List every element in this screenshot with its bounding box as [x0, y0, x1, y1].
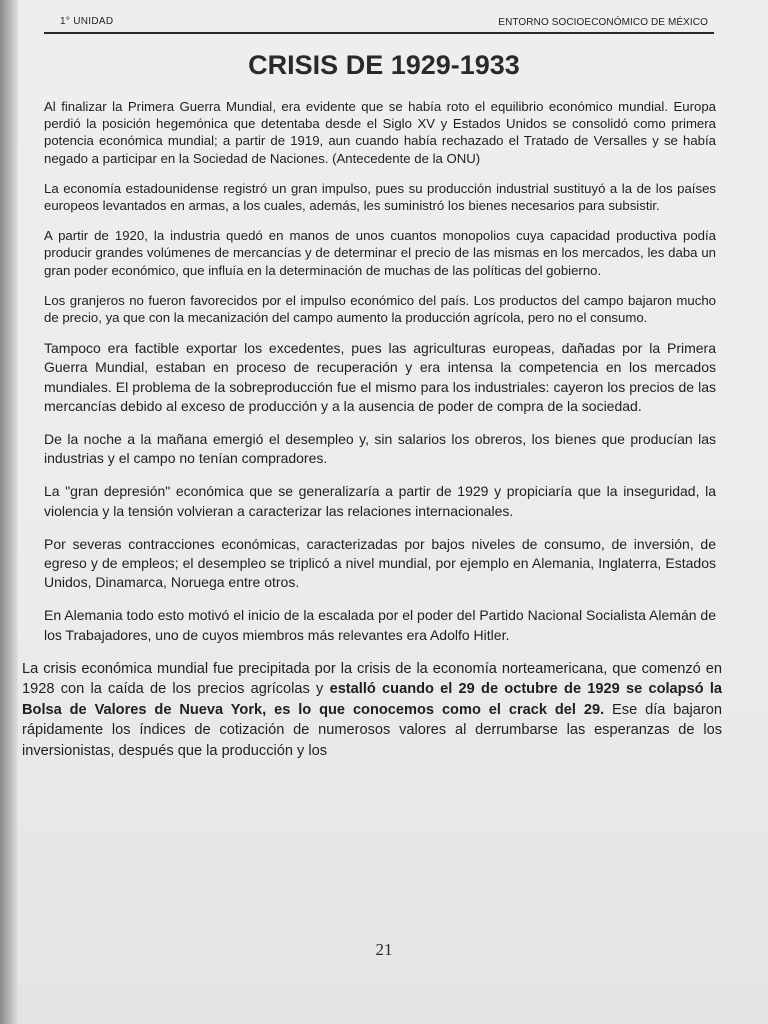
paragraph-10-text-start: La crisis económica mundial fue precipitada por la crisis de la economía norteamericana, que comenzó en 1928 con la caída de los precios agrícolas y: [22, 660, 722, 698]
header-subject: ENTORNO SOCIOECONÓMICO DE MÉXICO: [498, 17, 708, 28]
paragraph-6: De la noche a la mañana emergió el desempleo y, sin salarios los obreros, los bienes que producían las industrias y el campo no tenían compradores.: [44, 431, 716, 467]
paragraph-10: [22, 659, 722, 762]
header-unit: 1° UNIDAD: [60, 16, 114, 27]
page-number: 21: [375, 940, 393, 959]
paragraph-4: Los granjeros no fueron favorecidos por el impulso económico del país. Los productos del campo bajaron mucho de precio, ya que con la mecanización del campo aumento la producción agrícola, pero no el consumo.: [44, 292, 716, 326]
paragraph-10-bold: estalló cuando el 29 de octubre de 1929 se colapsó la Bolsa de Valores de Nueva York, es lo que conocemos como el crack del 29.: [22, 681, 722, 718]
paragraph-8: Por severas contracciones económicas, caracterizadas por bajos niveles de consumo, de inversión, de egreso y de empleos; el desempleo se triplicó a nivel mundial, por ejemplo en Alemania, Inglaterra, Estados Unidos, Dinamarca, Noruega entre otros.: [44, 535, 716, 591]
paragraph-1: Al finalizar la Primera Guerra Mundial, era evidente que se había roto el equilibrio económico mundial. Europa perdió la posición hegemónica que detentaba desde el Siglo XV y Estados Unidos se consolidó como primera potencia económica mundial; a partir de 1919, aun cuando había rechazado el Tratado de Versalles y se había negado a participar en la Sociedad de Naciones. (Antecedente de la ONU): [44, 99, 716, 166]
running-header: [44, 10, 714, 34]
paragraph-9: En Alemania todo esto motivó el inicio de la escalada por el poder del Partido Nacional Socialista Alemán de los Trabajadores, uno de cuyos miembros más relevantes era Adolfo Hitler.: [44, 607, 716, 643]
page-title: CRISIS DE 1929-1933: [248, 50, 520, 80]
body-text: [22, 98, 722, 774]
paragraph-2: La economía estadounidense registró un gran impulso, pues su producción industrial sustituyó a la de los países europeos levantados en armas, a los cuales, además, les suministró los bienes necesarios para subsistir.: [44, 180, 716, 214]
paragraph-10-text-end: Ese día bajaron rápidamente los índices de cotización de numerosos valores al derrumbarse las esperanzas de los inversionistas, después que la producción y los: [22, 701, 722, 759]
paragraph-3: A partir de 1920, la industria quedó en manos de unos cuantos monopolios cuya capacidad productiva podía producir grandes volúmenes de mercancías y de determinar el precio de las mismas en los mercados, les daba un gran poder económico, que influía en la determinación de muchas de las políticas del gobierno.: [44, 228, 716, 278]
paragraph-5: Tampoco era factible exportar los excedentes, pues las agriculturas europeas, dañadas por la Primera Guerra Mundial, estaban en proceso de recuperación y era intensa la competencia en los mercados mundiales. El problema de la sobreproducción fue el mismo para los industriales: cayeron los precios de las mercancías debido al exceso de producción y a la ausencia de poder de compra de la sociedad.: [44, 340, 716, 414]
paragraph-7: La "gran depresión" económica que se generalizaría a partir de 1929 y propiciaría que la inseguridad, la violencia y la tensión volvieran a caracterizar las relaciones internacionales.: [44, 483, 716, 519]
book-binding-shadow: [0, 0, 18, 1024]
